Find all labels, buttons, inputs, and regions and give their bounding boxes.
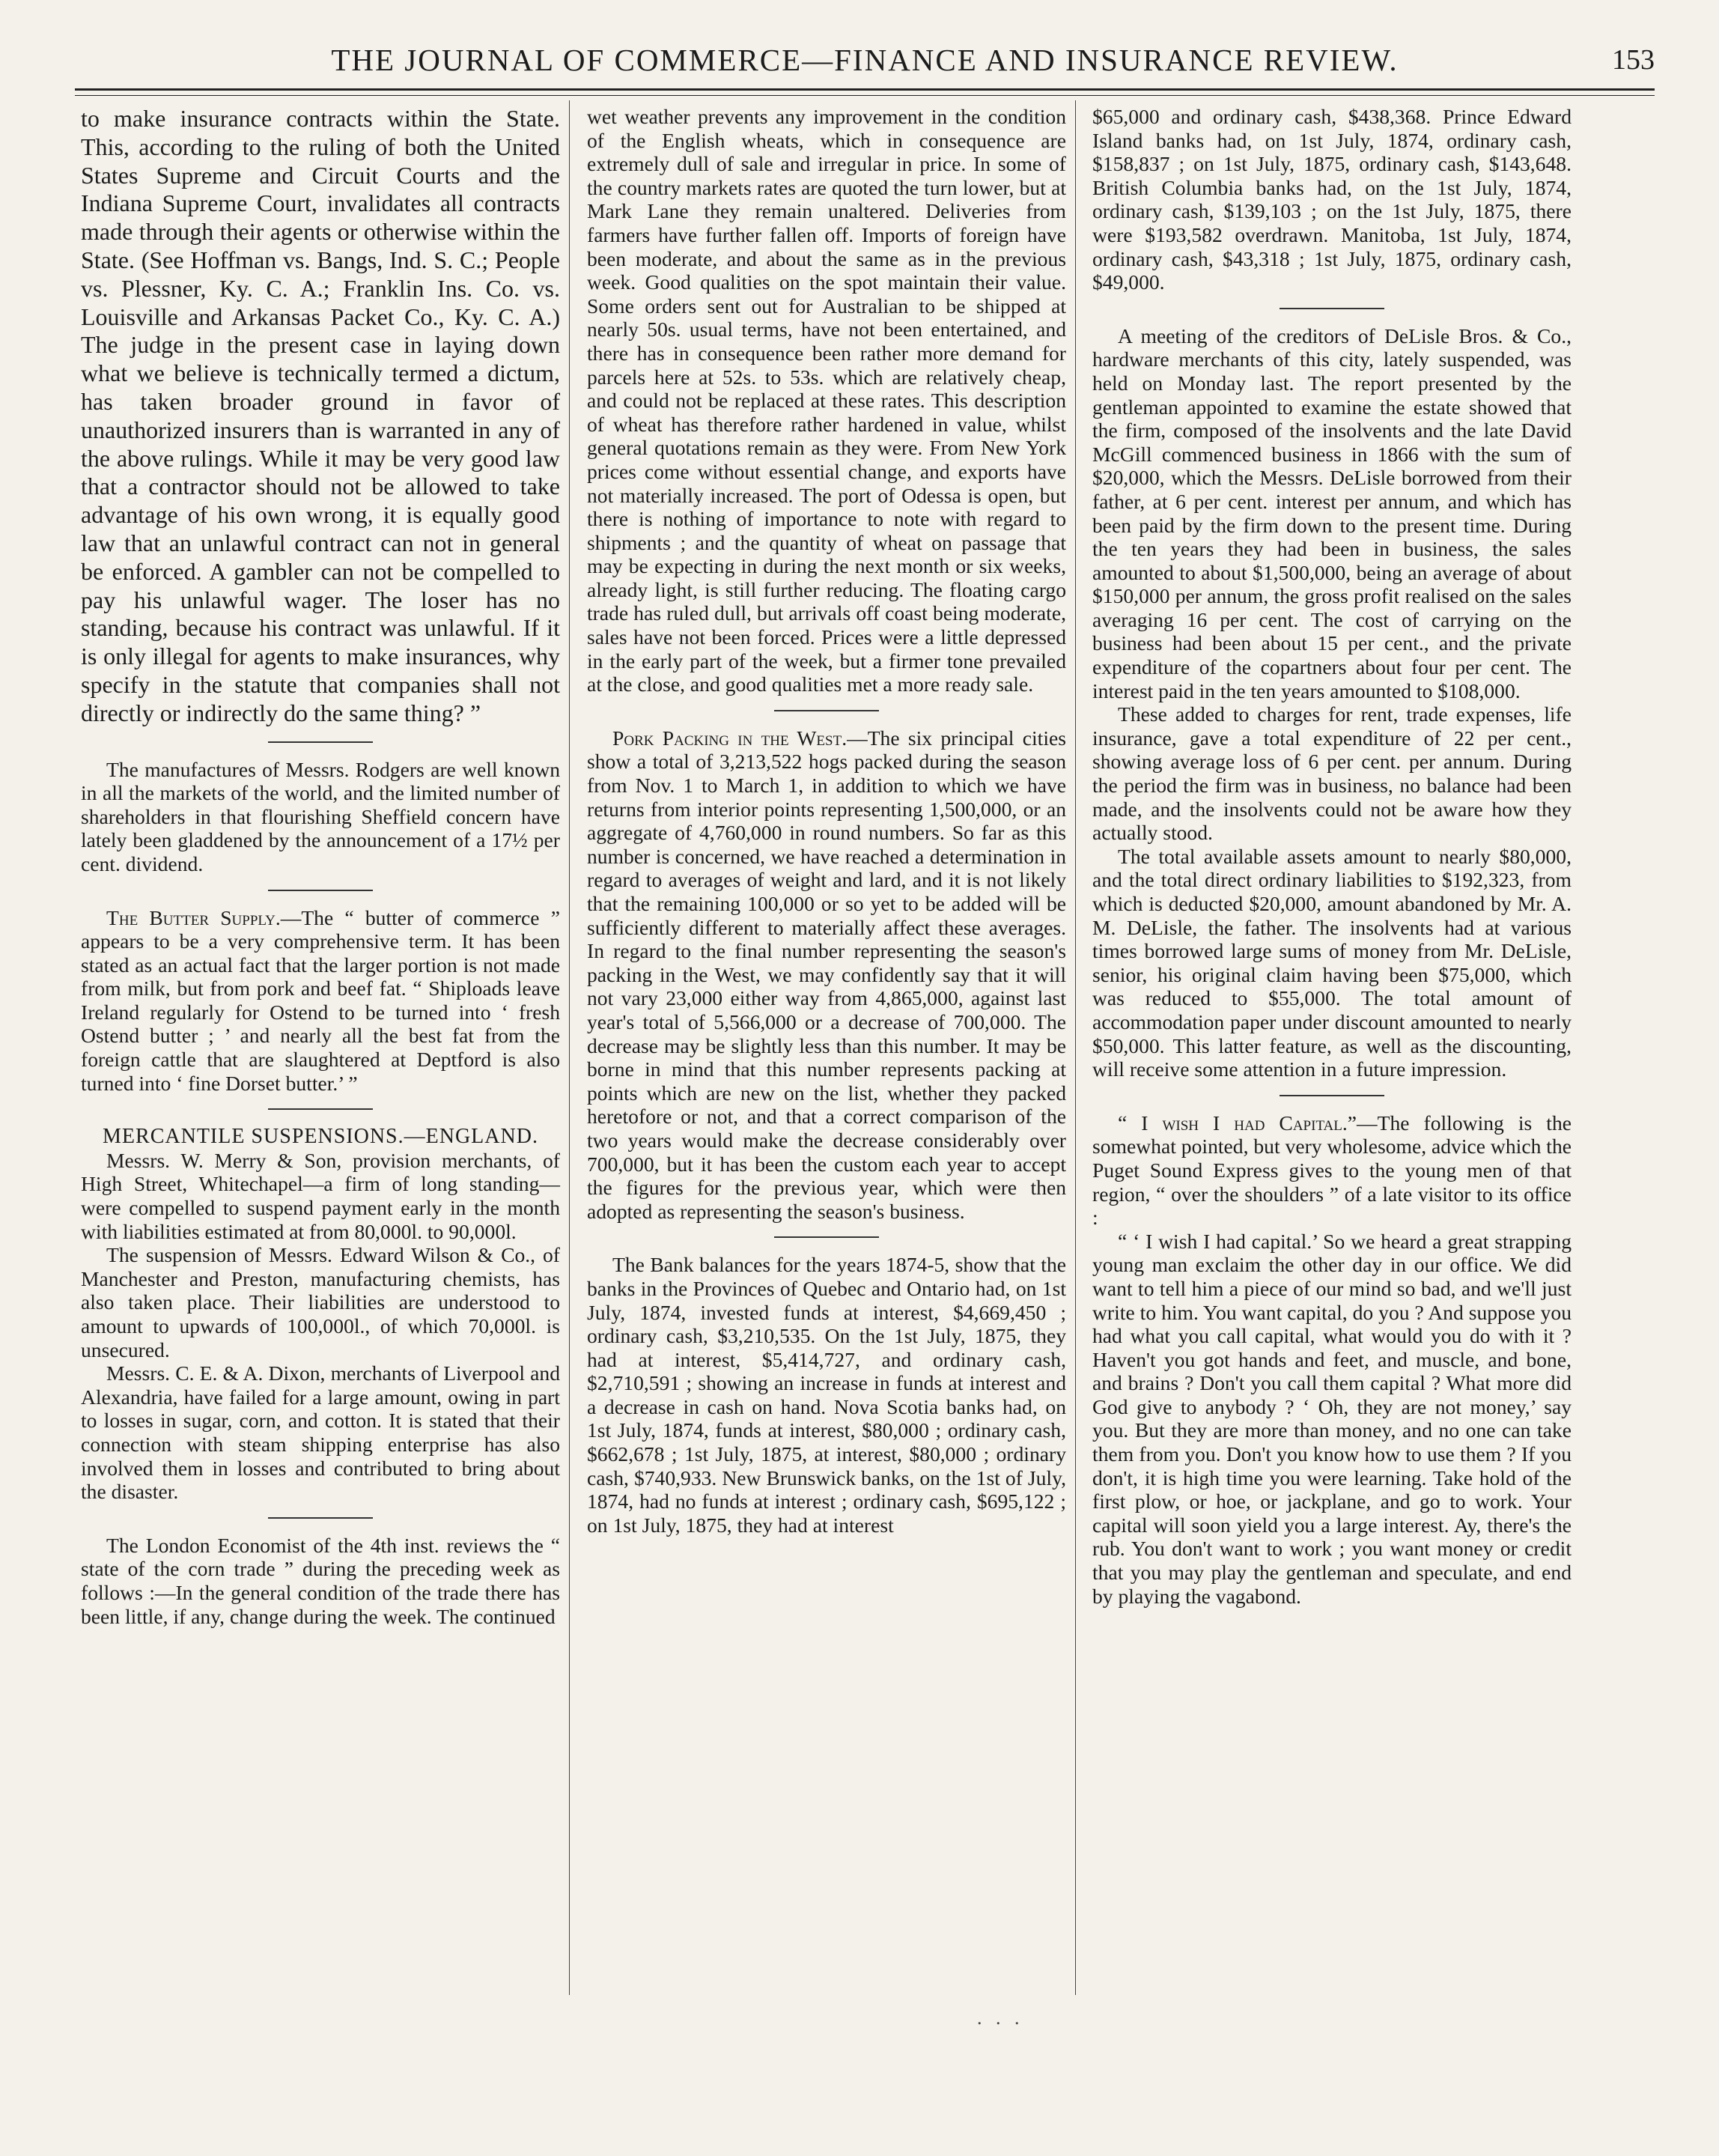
separator bbox=[1280, 1095, 1384, 1096]
paragraph: The London Economist of the 4th inst. reviews the “ state of the corn trade ” during the preceding week as follows :—In the general condition of the trade there has been little, if any, change during the week. The continued bbox=[81, 1533, 560, 1628]
paragraph: wet weather prevents any improvement in the condition of the English wheats, which in consequence are extremely dull of sale and irregular in price. In some of the country markets rates are quoted the turn lower, but at Mark Lane they remain unaltered. Deliveries from farmers have further fallen off. Imports of foreign have been moderate, and about the same as in the previous week. Good qualities on the spot maintain their value. Some orders sent out for Australian to be shipped at nearly 50s. usual terms, have not been entertained, and there has in consequence been rather more demand for parcels here at 52s. to 53s. which are relatively cheap, and could not be replaced at these rates. This description of wheat has therefore rather hardened in value, whilst general quotations remain as they were. From New York prices come without essential change, and exports have not materially increased. The port of Odessa is open, but there is nothing of importance to note with regard to shipments ; and the quantity of wheat on passage that may be expecting in during the next month or six weeks, already light, is still further reducing. The floating cargo trade has ruled dull, but arrivals off coast being moderate, sales have not been forced. Prices were a little depressed in the early part of the week, but a firmer tone prevailed at the close, and good qualities met a more ready sale. bbox=[587, 105, 1066, 696]
page-header bbox=[75, 39, 1655, 81]
paragraph: The Bank balances for the years 1874-5, show that the banks in the Provinces of Quebec and Ontario had, on 1st July, 1874, invested funds at interest, $4,669,450 ; ordinary cash, $3,210,535. On the 1st July, 1875, they had at interest, $5,414,727, and ordinary cash, $2,710,591 ; showing an increase in funds at interest and a decrease in cash on hand. Nova Scotia banks had, on 1st July, 1874, funds at interest, $80,000 ; ordinary cash, $662,678 ; 1st July, 1875, at interest, $80,000 ; ordinary cash, $740,933. New Brunswick banks, on the 1st of July, 1874, had no funds at interest ; ordinary cash, $695,122 ; on 1st July, 1875, they had at interest bbox=[587, 1253, 1066, 1537]
article-lead-in: The Butter Supply. bbox=[106, 905, 281, 929]
column-3 bbox=[1092, 105, 1572, 1608]
separator bbox=[268, 1108, 373, 1110]
separator bbox=[268, 890, 373, 891]
paragraph: The manufactures of Messrs. Rodgers are well known in all the markets of the world, and the limited number of shareholders in that flourishing Sheffield concern have lately been gladdened by the announcement of a 17½ per cent. dividend. bbox=[81, 757, 560, 875]
running-title: THE JOURNAL OF COMMERCE—FINANCE AND INSURANCE REVIEW. bbox=[331, 43, 1399, 77]
footer-dots: . . . bbox=[977, 2007, 1024, 2029]
paragraph: A meeting of the creditors of DeLisle Bros. & Co., hardware merchants of this city, lately suspended, was held on Monday last. The report presented by the gentleman appointed to examine the estate showed that the firm, composed of the insolvents and the late David McGill commenced business in 1866 with the sum of $20,000, which the Messrs. DeLisle borrowed from their father, at 6 per cent. interest per annum, and which has been paid by the firm down to the present time. During the ten years they had been in business, the sales amounted to about $1,500,000, being an average of about $150,000 per annum, the gross profit realised on the sales averaging 16 per cent. The cost of carrying on the business had been about 15 per cent., and the private expenditure of the copartners about four per cent. The interest paid in the ten years amounted to $108,000. bbox=[1092, 324, 1572, 702]
column-2 bbox=[587, 105, 1066, 1537]
separator bbox=[268, 1517, 373, 1519]
separator bbox=[268, 741, 373, 743]
paragraph: $65,000 and ordinary cash, $438,368. Prince Edward Island banks had, on 1st July, 1874, ordinary cash, $158,837 ; on 1st July, 1875, ordinary cash, $143,648. British Columbia banks had, on the 1st July, 1874, ordinary cash, $139,103 ; on the 1st July, 1875, there were $193,582 overdrawn. Manitoba, 1st July, 1874, ordinary cash, $43,318 ; 1st July, 1875, ordinary cash, $49,000. bbox=[1092, 105, 1572, 294]
article-body: —The “ butter of commerce ” appears to be a very comprehensive term. It has been stated as an actual fact that the larger portion is not made from milk, but from pork and beef fat. “ Shiploads leave Ireland regularly for Ostend to be turned into ‘ fresh Ostend butter ; ’ and nearly all the best fat from the foreign cattle that are slaughtered at Deptford is also turned into ‘ fine Dorset butter.’ ” bbox=[81, 905, 560, 1095]
paragraph bbox=[1092, 1111, 1572, 1230]
paragraph: The suspension of Messrs. Edward Wilson & Co., of Manchester and Preston, manufacturing chemists, has also taken place. Their liabilities are understood to amount to upwards of 100,000l., of which 70,000l. is unsecured. bbox=[81, 1243, 560, 1361]
column-rule bbox=[1075, 100, 1076, 1995]
article-lead-in: Pork Packing in the West. bbox=[612, 726, 848, 750]
paragraph: The total available assets amount to nearly $80,000, and the total direct ordinary liabilities to $192,323, from which is deducted $20,000, amount abandoned by Mr. A. M. DeLisle, the father. The insolvents had at various times borrowed large sums of money from Mr. DeLisle, senior, his original claim having been $75,000, which was reduced to $55,000. The total amount of accommodation paper under discount amounted to nearly $50,000. This latter feature, as well as the discounting, will receive some attention in a future impression. bbox=[1092, 844, 1572, 1081]
article-lead-in: “ I wish I had Capital.” bbox=[1118, 1111, 1357, 1135]
section-heading: MERCANTILE SUSPENSIONS.—ENGLAND. bbox=[103, 1125, 538, 1149]
column-rule bbox=[569, 100, 570, 1995]
paragraph: “ ‘ I wish I had capital.’ So we heard a great strapping young man exclaim the other day in our office. We did want to tell him a piece of our mind so bad, and we'll just write to him. You want capital, do you ? And suppose you had what you call capital, what would you do with it ? Haven't you got hands and feet, and muscle, and bone, and brains ? Don't you call them capital ? What more did God give to anybody ? ‘ Oh, they are not money,’ say you. But they are more than money, and no one can take them from you. Don't you know how to use them ? If you don't, it is high time you were learning. Take hold of the first plow, or hoe, or jackplane, and go to work. Your capital will soon yield you a large interest. Ay, there's the rub. You don't want to work ; you want money or credit that you may play the gentleman and speculate, and end by playing the vagabond. bbox=[1092, 1229, 1572, 1608]
separator bbox=[774, 710, 879, 711]
column-1 bbox=[81, 105, 560, 1628]
paragraph bbox=[587, 726, 1066, 1223]
paragraph: Messrs. W. Merry & Son, provision merchants, of High Street, Whitechapel—a firm of long standing—were compelled to suspend payment early in the month with liabilities estimated at from 80,000l. to 90,000l. bbox=[81, 1148, 560, 1243]
paragraph: to make insurance contracts within the State. This, according to the ruling of both the United States Supreme and Circuit Courts and the Indiana Supreme Court, invalidates all contracts made through their agents or otherwise within the State. (See Hoffman vs. Bangs, Ind. S. C.; People vs. Plessner, Ky. C. A.; Franklin Ins. Co. vs. Louisville and Arkansas Packet Co., Ky. C. A.) The judge in the present case in laying down what we believe is technically termed a dictum, has taken broader ground in favor of unauthorized insurers than is warranted in any of the above rulings. While it may be very good law that a contractor should not be allowed to take advantage of his own wrong, it is equally good law that an unlawful contract can not in general be enforced. A gambler can not be compelled to pay his unlawful wager. The loser has no standing, because his contract was unlawful. If it is only illegal for agents to make insurances, why specify in the statute that companies shall not directly or indirectly do the same thing? ” bbox=[81, 105, 560, 726]
header-rule bbox=[75, 88, 1655, 96]
article-body: —The following is the somewhat pointed, but very wholesome, advice which the Puget Sound Express gives to the young men of that region, “ over the shoulders ” of a late visitor to its office : bbox=[1092, 1111, 1572, 1230]
article-body: —The six principal cities show a total of 3,213,522 hogs packed during the season from Nov. 1 to March 1, in addition to which we have returns from interior points representing 1,500,000, or an aggregate of 4,760,000 in round numbers. So far as this number is concerned, we have reached a determination in regard to averages of weight and lard, and it is not likely that the remaining 100,000 or so yet to be added will be sufficiently different to materially affect these averages. In regard to the final number representing the season's packing in the West, we may confidently say that it will not vary 23,000 either way from 4,865,000, against last year's total of 5,566,000 or a decrease of 700,000. The decrease may be slightly less than this number. It may be borne in mind that this number represents packing at points which are new on the list, whether they packed heretofore or not, and that a correct comparison of the two years would make the decrease considerably over 700,000, but it has been the custom each year to accept the figures for the previous year, which were then adopted as representing the season's business. bbox=[587, 726, 1066, 1223]
page-number: 153 bbox=[1612, 44, 1655, 76]
paragraph: These added to charges for rent, trade expenses, life insurance, gave a total expenditure of 22 per cent., showing average loss of 6 per cent. per annum. During the period the firm was in business, no balance had been made, and the insolvents could not be aware how they actually stood. bbox=[1092, 702, 1572, 845]
paragraph bbox=[81, 906, 560, 1096]
separator bbox=[774, 1236, 879, 1238]
paragraph: Messrs. C. E. & A. Dixon, merchants of Liverpool and Alexandria, have failed for a large amount, owing in part to losses in sugar, corn, and cotton. It is stated that their connection with steam shipping enterprise has also involved them in losses and contributed to bring about the disaster. bbox=[81, 1361, 560, 1504]
separator bbox=[1280, 308, 1384, 309]
